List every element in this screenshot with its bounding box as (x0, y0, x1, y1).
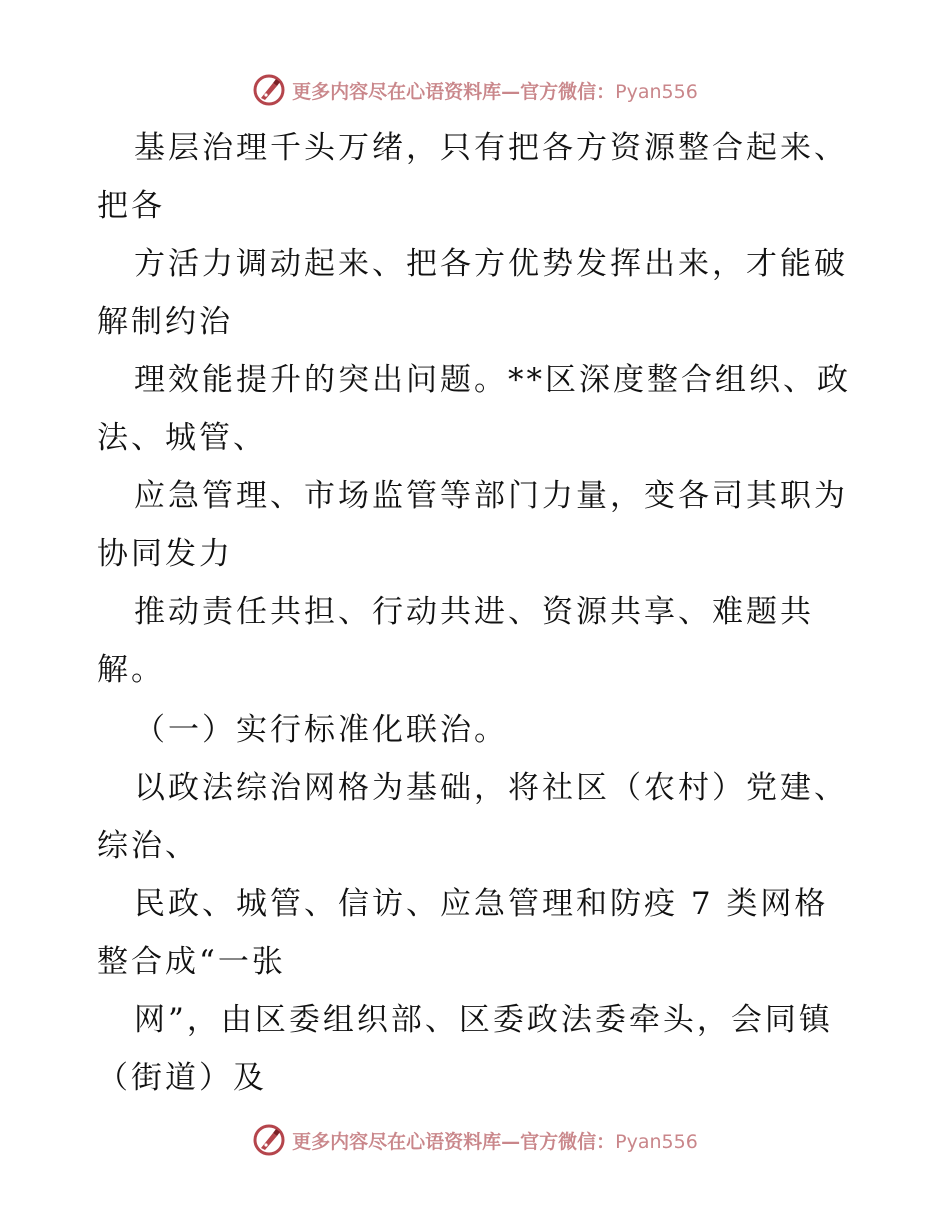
pen-nib-icon (252, 1123, 286, 1157)
text-line: 综治、 (97, 828, 199, 864)
text-line: 整合成“一张 (97, 944, 286, 980)
text-line: 协同发力 (97, 536, 233, 572)
header-banner (0, 70, 950, 110)
text-line: 把各 (97, 188, 165, 224)
text-line: 网”，由区委组织部、区委政法委牵头，会同镇 (134, 1002, 833, 1038)
text-line: 解。 (97, 652, 165, 688)
text-line: （街道）及 (97, 1060, 267, 1096)
footer-banner (0, 1120, 950, 1160)
text-line: 推动责任共担、行动共进、资源共享、难题共 (134, 594, 814, 630)
text-line: 方活力调动起来、把各方优势发挥出来，才能破 (134, 246, 848, 282)
text-line: 基层治理千头万绪，只有把各方资源整合起来、 (134, 130, 848, 166)
text-line: 以政法综治网格为基础，将社区（农村）党建、 (134, 770, 848, 806)
section-heading: （一）实行标准化联治。 (134, 712, 508, 748)
text-line: 民政、城管、信访、应急管理和防疫 7 类网格 (134, 886, 829, 922)
banner-text: 更多内容尽在心语资料库—官方微信：Pyan556 (292, 1130, 698, 1153)
banner-text: 更多内容尽在心语资料库—官方微信：Pyan556 (292, 80, 698, 103)
text-line: 应急管理、市场监管等部门力量，变各司其职为 (134, 478, 848, 514)
text-line: 法、城管、 (97, 420, 267, 456)
text-line: 解制约治 (97, 304, 233, 340)
text-line: 理效能提升的突出问题。**区深度整合组织、政 (134, 362, 851, 398)
pen-nib-icon (252, 73, 286, 107)
